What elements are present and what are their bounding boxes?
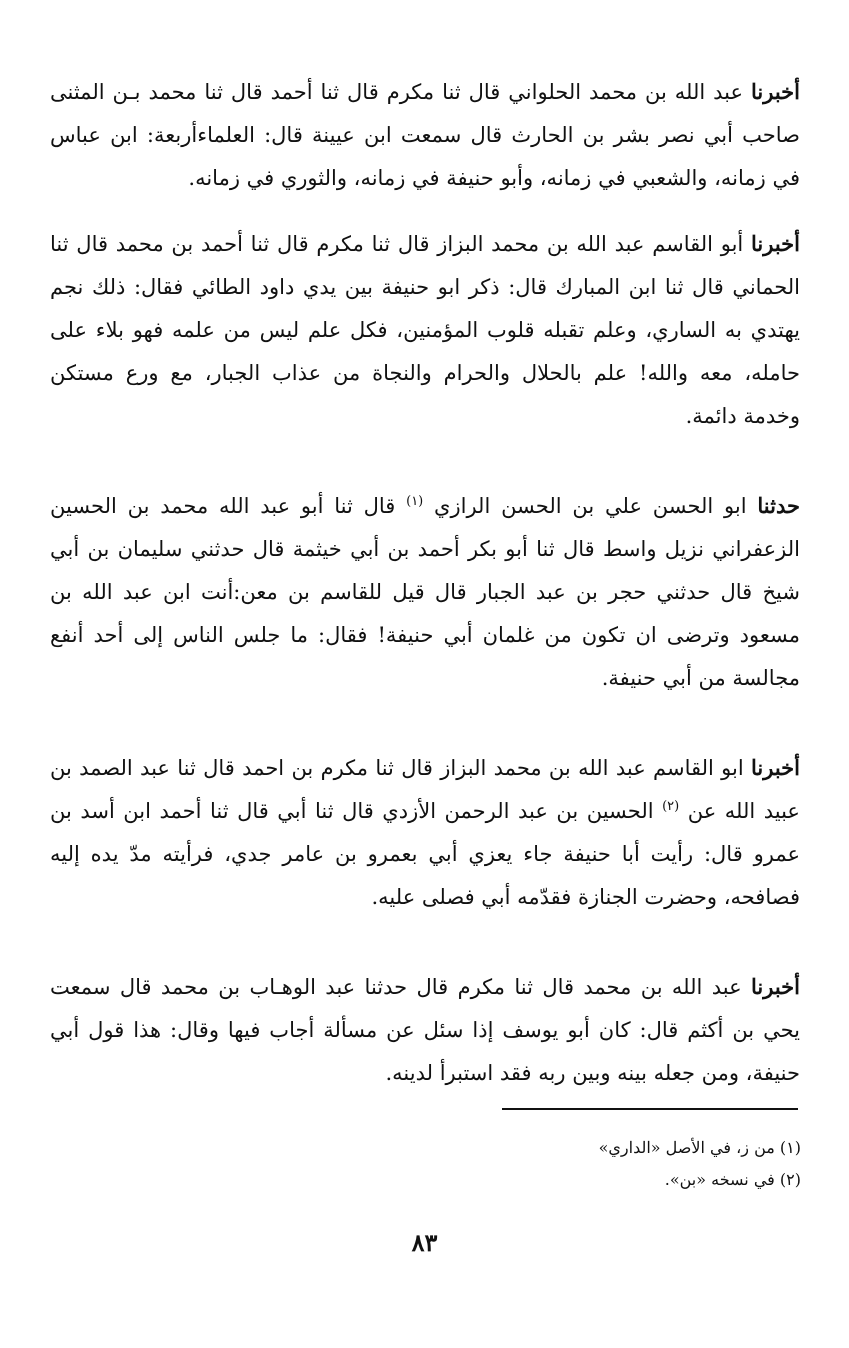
footnote-ref-2[interactable]: (٢) bbox=[662, 799, 680, 814]
paragraph-lead: أخبرنا bbox=[751, 79, 800, 104]
paragraph-text-after-ref: قال ثنا أبو عبد الله محمد بن الحسين الزعفراني نزيل واسط قال ثنا أبو بكر أحمد بن أبي خيثمة قال حدثني سليمان بن أبي شيخ قال حدثني حجر بن عبد الجبار قال قيل للقاسم بن معن:أنت ابن عبد الله بن مسعود وترضى ان تكون من غلمان أبي حنيفة! فقال: ما جلس الناس إلى أحد أنفع مجالسة من أبي حنيفة. bbox=[50, 494, 800, 690]
paragraph-2 bbox=[50, 222, 800, 438]
paragraph-5 bbox=[50, 965, 800, 1095]
footnote-ref-1[interactable]: (١) bbox=[406, 494, 424, 509]
paragraph-text-before-ref: ابو الحسن علي بن الحسن الرازي bbox=[434, 494, 747, 518]
paragraph-4 bbox=[50, 746, 800, 919]
paragraph-text-before-ref: ابو القاسم عبد الله بن محمد البزاز قال ثنا مكرم بن احمد قال ثنا عبد الصمد بن عبيد الله عن bbox=[50, 756, 800, 823]
paragraph-3 bbox=[50, 484, 800, 700]
paragraph-lead: أخبرنا bbox=[751, 974, 800, 999]
paragraph-text: عبد الله بن محمد قال ثنا مكرم قال حدثنا عبد الوهـاب بن محمد قال سمعت يحي بن أكثم قال: كان أبو يوسف إذا سئل عن مسألة أجاب فيها وقال: هذا قول أبي حنيفة، ومن جعله بينه وبين ربه فقد استبرأ لدينه. bbox=[50, 975, 800, 1085]
paragraph-text: عبد الله بن محمد الحلواني قال ثنا مكرم قال ثنا أحمد قال ثنا محمد بـن المثنى صاحب أبي نصر بشر بن الحارث قال سمعت ابن عيينة قال: العلماءأربعة: ابن عباس في زمانه، والشعبي في زمانه، وأبو حنيفة في زمانه، والثوري في زمانه. bbox=[50, 80, 800, 190]
paragraph-lead: حدثنا bbox=[757, 493, 800, 518]
footnote-divider bbox=[502, 1108, 798, 1110]
paragraph-lead: أخبرنا bbox=[751, 231, 800, 256]
page-number: ٨٣ bbox=[411, 1228, 438, 1257]
paragraph-lead: أخبرنا bbox=[751, 755, 800, 780]
paragraph-text: أبو القاسم عبد الله بن محمد البزاز قال ثنا مكرم قال ثنا أحمد بن محمد قال ثنا الحماني قال ثنا ابن المبارك قال: ذكر ابو حنيفة بين يدي داود الطائي فقال: ذلك نجم يهتدي به الساري، وعلم تقبله قلوب المؤمنين، فكل علم ليس من علمه فهو بلاء على حامله، معه والله! علم بالحلال والحرام والنجاة من عذاب الجبار، مع ورع مستكن وخدمة دائمة. bbox=[50, 232, 800, 428]
paragraph-text-after-ref: الحسين بن عبد الرحمن الأزدي قال ثنا أبي قال ثنا أحمد ابن أسد بن عمرو قال: رأيت أبا حنيفة جاء يعزي أبي بعمرو بن عامر جدي، فرأيته مدّ يده إليه فصافحه، وحضرت الجنازة فقدّمه أبي فصلى عليه. bbox=[50, 799, 800, 909]
footnote-1: (١) من ز، في الأصل «الداري» bbox=[598, 1138, 801, 1157]
footnotes bbox=[421, 1132, 801, 1196]
paragraph-1 bbox=[50, 70, 800, 200]
footnote-2: (٢) في نسخه «بن». bbox=[664, 1170, 801, 1189]
page-body bbox=[50, 70, 800, 1095]
